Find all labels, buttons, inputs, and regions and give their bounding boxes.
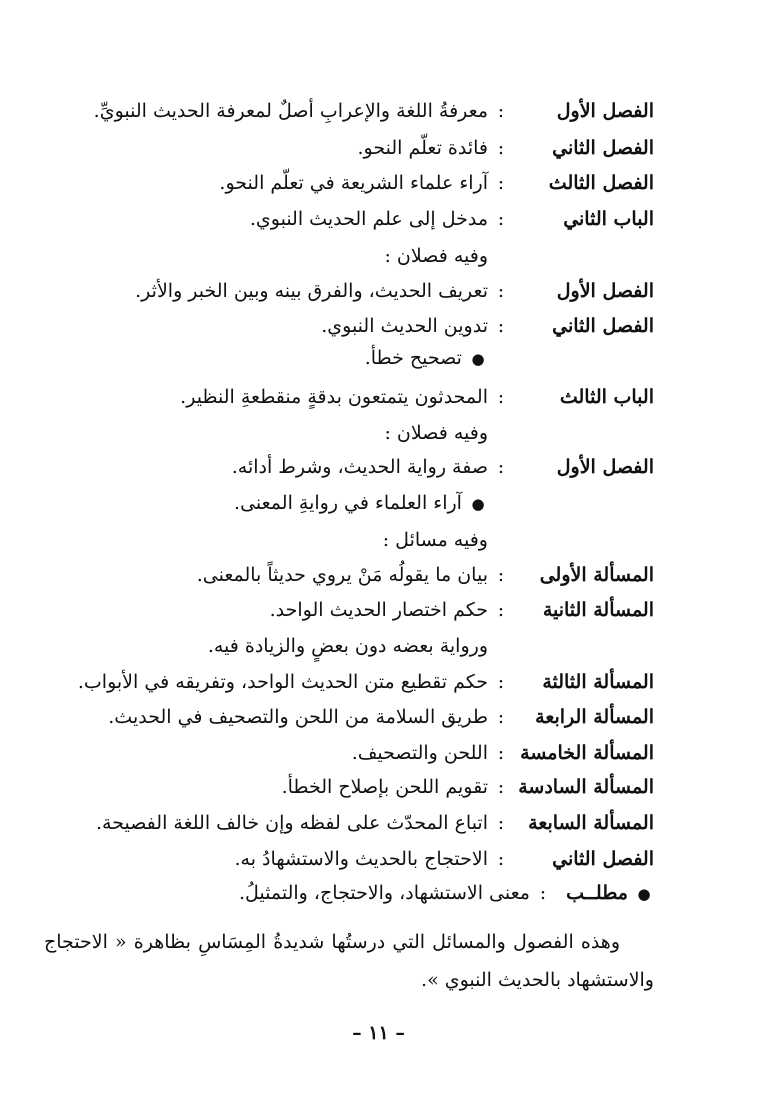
toc-line [270,597,654,623]
chapter-text: مدخل إلى علم الحديث النبوي. [249,208,488,230]
sub-heading: وفيه مسائل : [382,529,488,551]
separator: : [497,137,505,159]
separator: : [497,742,505,764]
toc-line [135,278,654,304]
separator: : [497,812,505,834]
toc-line [108,704,654,730]
section-label: الفصل الثاني [552,315,654,337]
section-text: فائدة تعلّم النحو. [357,137,488,159]
issue-label: المسألة الثالثة [542,671,654,693]
issue-text: حكم تقطيع متن الحديث الواحد، وتفريقه في الأبواب. [77,671,488,693]
separator: : [497,848,505,870]
toc-line [384,420,654,446]
section-text: تدوين الحديث النبوي. [321,315,488,337]
toc-line [232,454,654,480]
toc-line [197,562,654,588]
separator: : [497,599,505,621]
separator: : [497,564,505,586]
topic-text: معنى الاستشهاد، والاحتجاج، والتمثيلُ. [238,882,530,904]
chapter-label: الباب الثاني [563,208,654,230]
toc-line [208,633,654,659]
closing-paragraph-text: وهذه الفصول والمسائل التي درستُها شديدةُ المِسَاسِ بظاهرة « الاحتجاج والاستشهاد بالحديث النبوي ». [44,931,654,991]
issue-label: المسألة السابعة [528,812,654,834]
separator: : [497,100,505,122]
bullet-text: تصحيح خطأ. [364,347,462,369]
separator: : [497,172,505,194]
toc-line [94,98,654,124]
issue-text: اتباع المحدّث على لفظه وإن خالف اللغة الفصيحة. [95,812,488,834]
toc-line [234,490,654,517]
toc-line [239,880,654,907]
section-text: تعريف الحديث، والفرق بينه وبين الخبر والأثر. [135,280,488,302]
section-text: صفة رواية الحديث، وشرط أدائه. [231,456,488,478]
section-label: الفصل الأول [556,280,654,302]
toc-line [384,243,654,269]
separator: : [497,208,505,230]
section-label: الفصل الأول [556,456,654,478]
issue-text: اللحن والتصحيف. [351,742,488,764]
bullet-icon: ● [471,350,485,368]
issue-continuation: ورواية بعضه دون بعضٍ والزيادة فيه. [207,635,488,657]
toc-line [78,669,654,695]
separator: : [497,315,505,337]
section-text: آراء علماء الشريعة في تعلّم النحو. [219,172,488,194]
toc-line [250,206,654,232]
separator: : [497,776,505,798]
issue-text: تقويم اللحن بإصلاح الخطأ. [281,776,488,798]
toc-line [352,740,654,766]
bullet-icon: ● [637,885,651,903]
toc-line [180,384,654,410]
bullet-text: آراء العلماء في روايةِ المعنى. [234,492,462,514]
issue-text: حكم اختصار الحديث الواحد. [269,599,488,621]
toc-line [282,774,654,800]
issue-label: المسألة الثانية [542,599,654,621]
issue-label: المسألة الخامسة [520,742,654,764]
section-label: الفصل الثاني [552,848,654,870]
issue-text: بيان ما يقولُه مَنْ يروي حديثاً بالمعنى. [196,564,488,586]
separator: : [539,882,547,904]
section-text: الاحتجاج بالحديث والاستشهادُ به. [234,848,488,870]
toc-line [96,810,654,836]
toc-line [235,846,655,872]
issue-label: المسألة السادسة [518,776,654,798]
separator: : [497,671,505,693]
toc-line [365,345,654,372]
sub-heading: وفيه فصلان : [384,422,488,444]
separator: : [497,456,505,478]
chapter-label: الباب الثالث [559,386,654,408]
section-label: الفصل الثاني [552,137,654,159]
toc-line [219,170,654,196]
page-number: – ١١ – [352,1022,405,1044]
section-label: الفصل الأول [556,100,654,122]
issue-label: المسألة الأولى [539,564,654,586]
sub-heading: وفيه فصلان : [384,245,488,267]
toc-line [383,527,654,553]
toc-line [358,135,654,161]
bullet-icon: ● [471,495,485,513]
section-text: معرفةُ اللغة والإعرابِ أصلٌ لمعرفة الحديث النبويِّ. [93,100,488,122]
separator: : [497,280,505,302]
chapter-text: المحدثون يتمتعون بدقةٍ منقطعةِ النظير. [180,386,488,408]
separator: : [497,706,505,728]
closing-paragraph [44,923,654,999]
issue-label: المسألة الرابعة [535,706,654,728]
topic-label: مطلــب [566,882,628,904]
separator: : [497,386,505,408]
toc-line [321,313,654,339]
section-label: الفصل الثالث [548,172,654,194]
issue-text: طريق السلامة من اللحن والتصحيف في الحديث. [108,706,488,728]
